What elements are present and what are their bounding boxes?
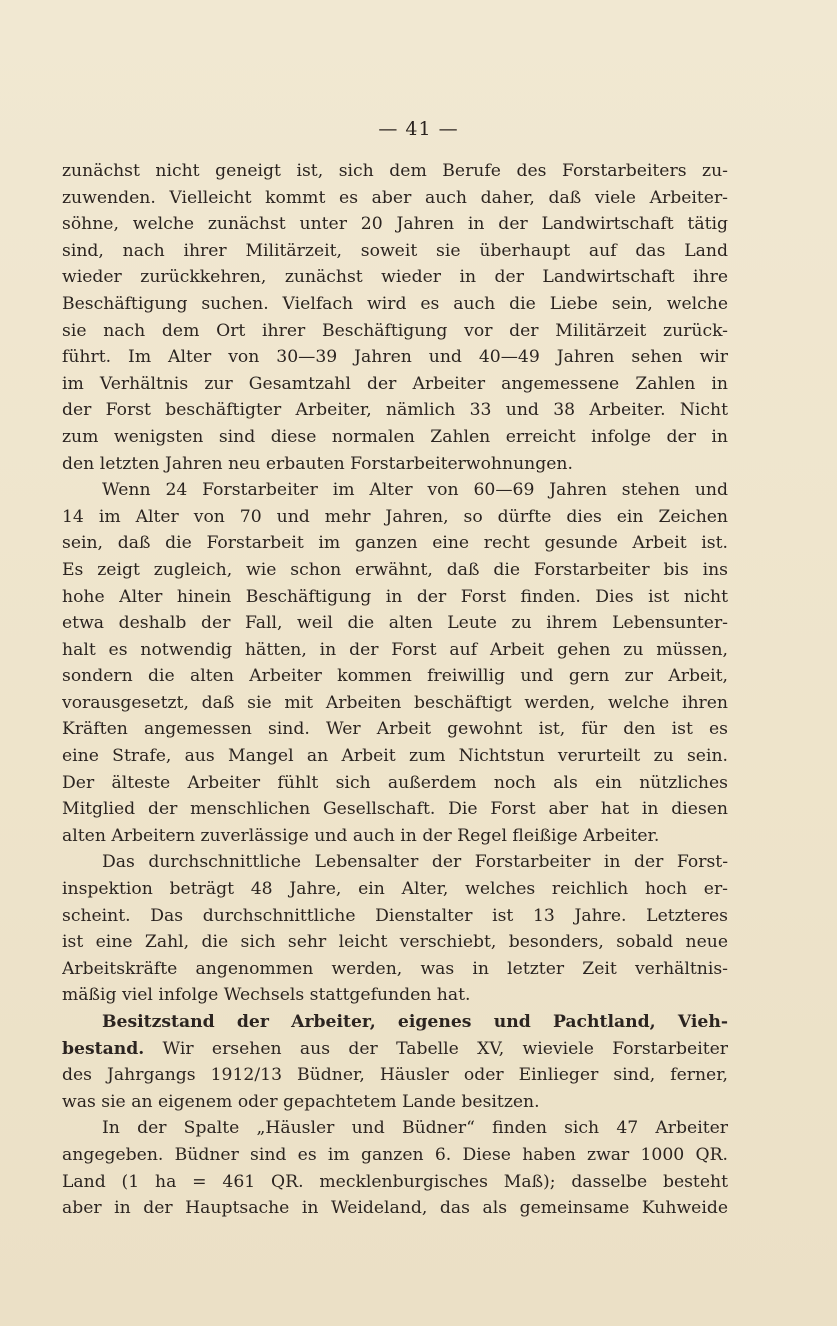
text-line: wieder zurückkehren, zunächst wieder in der Landwirtschaft ihre xyxy=(62,267,728,288)
text-line: zuwenden. Vielleicht kommt es aber auch daher, daß viele Arbeiter- xyxy=(62,187,728,208)
text-line: hohe Alter hinein Beschäftigung in der Forst finden. Dies ist nicht xyxy=(62,586,728,607)
text-line: sie nach dem Ort ihrer Beschäftigung vor der Militärzeit zurück- xyxy=(62,320,728,341)
text-fragment: Wir ersehen aus der Tabelle XV, wieviele Forstarbeiter xyxy=(144,1038,728,1059)
text-line: was sie an eigenem oder gepachtetem Lande besitzen. xyxy=(62,1091,540,1112)
text-line: söhne, welche zunächst unter 20 Jahren in der Landwirtschaft tätig xyxy=(62,214,728,235)
text-line: mäßig viel infolge Wechsels stattgefunden hat. xyxy=(62,985,471,1006)
text-line: Mitglied der menschlichen Gesellschaft. Die Forst aber hat in diesen xyxy=(62,799,728,820)
body-text xyxy=(62,158,728,1222)
paragraph-1 xyxy=(62,158,728,477)
text-line: Arbeitskräfte angenommen werden, was in letzter Zeit verhältnis- xyxy=(62,958,728,979)
text-line: Der älteste Arbeiter fühlt sich außerdem noch als ein nützliches xyxy=(62,772,728,793)
text-line: vorausgesetzt, daß sie mit Arbeiten beschäftigt werden, welche ihren xyxy=(62,692,728,713)
text-line: sondern die alten Arbeiter kommen freiwillig und gern zur Arbeit, xyxy=(62,666,728,687)
paragraph-5 xyxy=(62,1115,728,1221)
section-heading-continued: bestand. xyxy=(62,1038,145,1059)
text-line: sind, nach ihrer Militärzeit, soweit sie überhaupt auf das Land xyxy=(62,240,728,261)
text-line: aber in der Hauptsache in Weideland, das als gemeinsame Kuhweide xyxy=(62,1198,728,1219)
paragraph-3 xyxy=(62,849,728,1009)
text-line xyxy=(62,1036,728,1063)
text-line: Kräften angemessen sind. Wer Arbeit gewohnt ist, für den ist es xyxy=(62,719,728,740)
text-line: alten Arbeitern zuverlässige und auch in der Regel fleißige Arbeiter. xyxy=(62,825,660,846)
text-line: Land (1 ha = 461 QR. mecklenburgisches Maß); dasselbe besteht xyxy=(62,1171,728,1192)
text-line: Wenn 24 Forstarbeiter im Alter von 60—69 Jahren stehen und xyxy=(102,480,728,501)
text-line: zum wenigsten sind diese normalen Zahlen erreicht infolge der in xyxy=(62,426,728,447)
text-line: eine Strafe, aus Mangel an Arbeit zum Nichtstun verurteilt zu sein. xyxy=(62,746,728,767)
paragraph-2 xyxy=(62,477,728,849)
text-line: Beschäftigung suchen. Vielfach wird es auch die Liebe sein, welche xyxy=(62,293,728,314)
text-line: inspektion beträgt 48 Jahre, ein Alter, welches reichlich hoch er- xyxy=(62,879,728,900)
text-line: Das durchschnittliche Lebensalter der Forstarbeiter in der Forst- xyxy=(102,852,728,873)
text-line: sein, daß die Forstarbeit im ganzen eine recht gesunde Arbeit ist. xyxy=(62,533,728,554)
text-line: der Forst beschäftigter Arbeiter, nämlich 33 und 38 Arbeiter. Nicht xyxy=(62,400,728,421)
text-line: etwa deshalb der Fall, weil die alten Leute zu ihrem Lebensunter- xyxy=(62,613,728,634)
text-line: scheint. Das durchschnittliche Dienstalter ist 13 Jahre. Letzteres xyxy=(62,905,728,926)
text-line: angegeben. Büdner sind es im ganzen 6. Diese haben zwar 1000 QR. xyxy=(62,1144,728,1165)
text-line: zunächst nicht geneigt ist, sich dem Berufe des Forstarbeiters zu- xyxy=(62,161,728,181)
text-line: ist eine Zahl, die sich sehr leicht verschiebt, besonders, sobald neue xyxy=(62,932,728,953)
text-line: den letzten Jahren neu erbauten Forstarbeiterwohnungen. xyxy=(62,453,573,474)
text-line: 14 im Alter von 70 und mehr Jahren, so dürfte dies ein Zeichen xyxy=(62,506,728,527)
text-line: führt. Im Alter von 30—39 Jahren und 40—49 Jahren sehen wir xyxy=(62,347,728,368)
paragraph-4 xyxy=(62,1009,728,1115)
section-heading: Besitzstand der Arbeiter, eigenes und Pachtland, Vieh- xyxy=(102,1012,728,1032)
text-line: Es zeigt zugleich, wie schon erwähnt, daß die Forstarbeiter bis ins xyxy=(62,559,728,580)
text-line: halt es notwendig hätten, in der Forst auf Arbeit gehen zu müssen, xyxy=(62,639,728,660)
text-line: des Jahrgangs 1912/13 Büdner, Häusler oder Einlieger sind, ferner, xyxy=(62,1065,728,1086)
text-line: In der Spalte „Häusler und Büdner“ finden sich 47 Arbeiter xyxy=(102,1118,728,1139)
page-number: — 41 — xyxy=(378,118,459,140)
text-line: im Verhältnis zur Gesamtzahl der Arbeiter angemessene Zahlen in xyxy=(62,373,728,394)
